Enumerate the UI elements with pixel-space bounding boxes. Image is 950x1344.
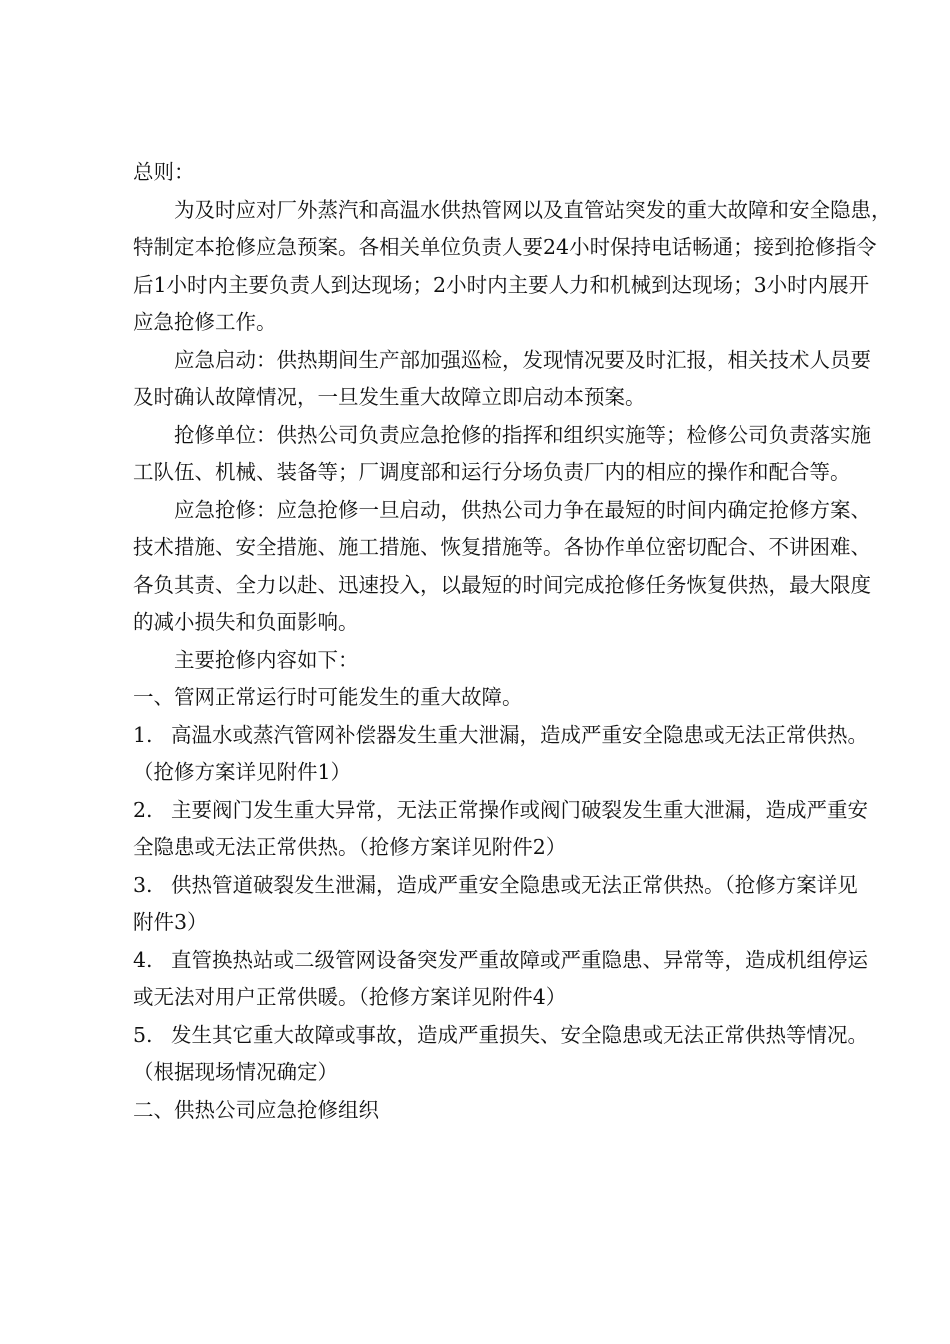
section-heading: 二、供热公司应急抢修组织 (133, 1097, 379, 1122)
repair-paragraph (133, 492, 871, 642)
content-intro: 主要抢修内容如下： (174, 647, 359, 672)
item-number: 5. (133, 1022, 153, 1047)
item-text: 高温水或蒸汽管网补偿器发生重大泄漏，造成严重安全隐患或无法正常供热。 (171, 722, 868, 747)
paragraph-line: 各负其责、全力以赴、迅速投入，以最短的时间完成抢修任务恢复供热，最大限度 (133, 572, 871, 597)
item-number: 2. (133, 797, 153, 822)
paragraph-line: 应急启动：供热期间生产部加强巡检，发现情况要及时汇报，相关技术人员要 (174, 347, 871, 372)
item-text: 主要阀门发生重大异常，无法正常操作或阀门破裂发生重大泄漏，造成严重安 (171, 797, 868, 822)
section-heading: 一、管网正常运行时可能发生的重大故障。 (133, 685, 523, 709)
paragraph-line: 应急抢修工作。 (133, 310, 277, 334)
startup-paragraph (133, 342, 871, 417)
item-text: 供热管道破裂发生泄漏，造成严重安全隐患或无法正常供热。（抢修方案详见 (171, 872, 858, 897)
paragraph-line: 应急抢修：应急抢修一旦启动，供热公司力争在最短的时间内确定抢修方案、 (174, 497, 871, 522)
paragraph-line: 的减小损失和负面影响。 (133, 610, 359, 634)
item-text-continued: 附件3） (133, 910, 208, 934)
list-item (133, 792, 866, 867)
paragraph-line: 工队伍、机械、装备等；厂调度部和运行分场负责厂内的相应的操作和配合等。 (133, 460, 851, 484)
item-text-continued: （抢修方案详见附件1） (133, 760, 352, 784)
paragraph-line: 为及时应对厂外蒸汽和高温水供热管网以及直管站突发的重大故障和安全隐患， (174, 197, 892, 222)
intro-paragraph (133, 192, 892, 342)
item-text-continued: 或无法对用户正常供暖。（抢修方案详见附件4） (133, 985, 567, 1009)
document-page (133, 154, 892, 1129)
general-heading: 总则： (133, 160, 195, 184)
list-item (133, 942, 866, 1017)
units-paragraph (133, 417, 871, 492)
paragraph-line: 技术措施、安全措施、施工措施、恢复措施等。各协作单位密切配合、不讲困难、 (133, 535, 871, 559)
list-item (133, 1017, 866, 1092)
item-text-continued: （根据现场情况确定） (133, 1060, 338, 1084)
item-number: 3. (133, 872, 153, 897)
paragraph-line: 及时确认故障情况，一旦发生重大故障立即启动本预案。 (133, 385, 646, 409)
list-item (133, 717, 866, 792)
item-text: 直管换热站或二级管网设备突发严重故障或严重隐患、异常等，造成机组停运 (171, 947, 868, 972)
paragraph-line: 抢修单位：供热公司负责应急抢修的指挥和组织实施等；检修公司负责落实施 (174, 422, 871, 447)
paragraph-line: 特制定本抢修应急预案。各相关单位负责人要24小时保持电话畅通；接到抢修指令 (133, 235, 877, 259)
item-text: 发生其它重大故障或事故，造成严重损失、安全隐患或无法正常供热等情况。 (171, 1022, 868, 1047)
list-item (133, 867, 866, 942)
item-number: 1. (133, 722, 153, 747)
paragraph-line: 后1小时内主要负责人到达现场；2小时内主要人力和机械到达现场；3小时内展开 (133, 272, 870, 297)
item-number: 4. (133, 947, 153, 972)
item-text-continued: 全隐患或无法正常供热。（抢修方案详见附件2） (133, 835, 567, 859)
